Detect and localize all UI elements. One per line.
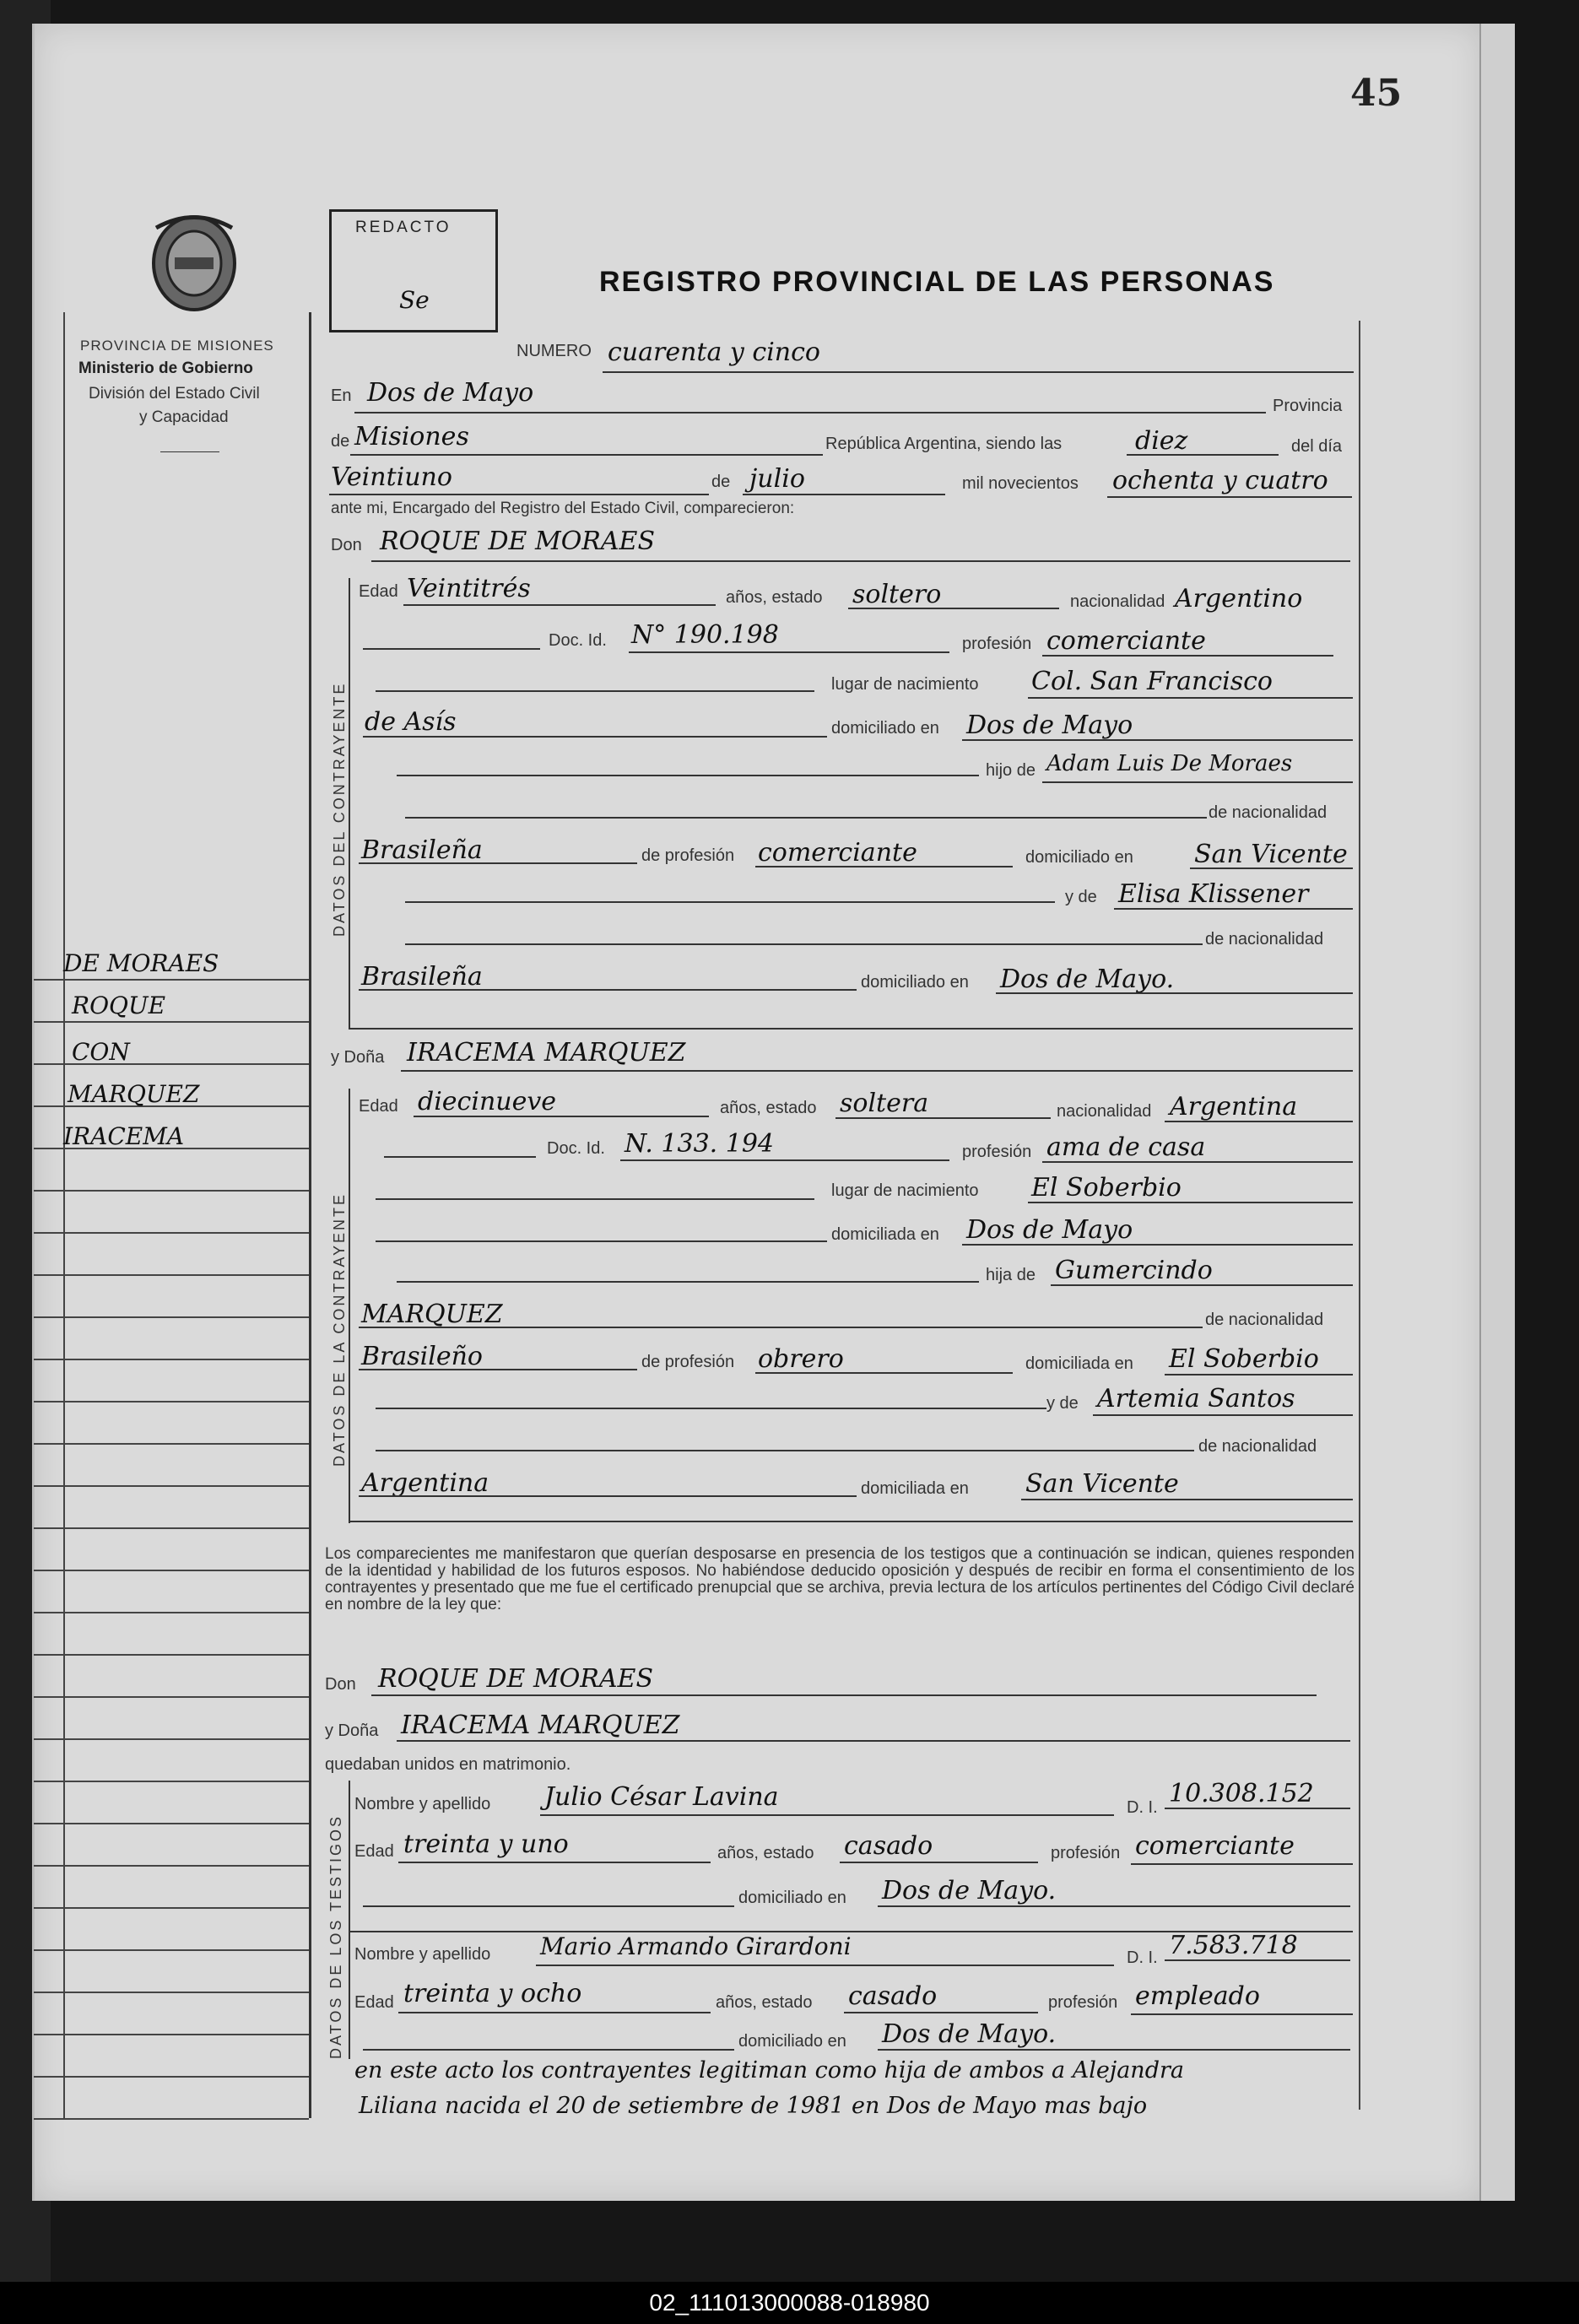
margin-note-3: CON — [72, 1038, 130, 1066]
t2-profesion-value: empleado — [1135, 1981, 1260, 2011]
margin-ruled-line — [34, 1190, 309, 1192]
t2-nombre-value: Mario Armando Girardoni — [540, 1932, 852, 1960]
t1-edad-label: Edad — [354, 1842, 394, 1861]
t1-domiciliado-label: domiciliado en — [738, 1889, 846, 1907]
f-domiciliada-label: domiciliada en — [831, 1225, 939, 1244]
numero-value: cuarenta y cinco — [608, 338, 820, 367]
margin-ruled-line — [34, 1527, 309, 1529]
f-madre-dom-label: domiciliada en — [861, 1479, 969, 1498]
division-label-1: División del Estado Civil — [89, 385, 260, 403]
padre-nacionalidad-value: Brasileña — [361, 835, 483, 865]
estado-value: soltero — [852, 580, 942, 609]
decl-don-label: Don — [325, 1675, 356, 1694]
de-label: de — [331, 432, 350, 451]
margin-ruled-line — [34, 1359, 309, 1360]
f-padre-dom-value: El Soberbio — [1169, 1344, 1319, 1374]
contrayenta-side-label: DATOS DE LA CONTRAYENTE — [331, 1192, 348, 1467]
de-nacionalidad-label: de nacionalidad — [1209, 803, 1328, 822]
t2-estado-label: años, estado — [716, 1993, 813, 2012]
coat-of-arms-seal — [148, 211, 241, 321]
f-estado-value: soltera — [840, 1089, 929, 1118]
margin-ruled-line — [34, 1992, 309, 1993]
hora-value: diez — [1135, 426, 1188, 456]
f-de-nacionalidad-label: de nacionalidad — [1205, 1311, 1324, 1329]
t1-estado-label: años, estado — [717, 1844, 814, 1862]
margin-ruled-line — [34, 1021, 309, 1023]
f-profesion-value: ama de casa — [1046, 1132, 1206, 1162]
f-lugar-value: El Soberbio — [1031, 1173, 1182, 1203]
t2-domicilio-value: Dos de Mayo. — [882, 2019, 1057, 2049]
f-y-de-label: y de — [1046, 1394, 1079, 1413]
t1-d-value: 10.308.152 — [1169, 1779, 1314, 1808]
lugar-nacimiento-label: lugar de nacimiento — [831, 675, 979, 694]
t2-estado-value: casado — [848, 1981, 938, 2011]
padre-value: Adam Luis De Moraes — [1046, 751, 1293, 776]
margin-ruled-line — [34, 1612, 309, 1613]
f-profesion-label: profesión — [962, 1143, 1032, 1161]
testigos-side-label: DATOS DE LOS TESTIGOS — [327, 1813, 344, 2059]
f-anios-estado-label: años, estado — [720, 1099, 817, 1117]
t1-domicilio-value: Dos de Mayo. — [882, 1876, 1057, 1905]
padre-profesion-value: comerciante — [758, 838, 917, 867]
f-edad-label: Edad — [359, 1097, 398, 1116]
division-label-2: y Capacidad — [139, 408, 229, 426]
anios-estado-label: años, estado — [726, 588, 823, 607]
y-de-label: y de — [1065, 888, 1097, 906]
redacto-box — [329, 209, 498, 332]
en-label: En — [331, 386, 352, 405]
f-madre-value: Artemia Santos — [1097, 1384, 1295, 1413]
margin-ruled-line — [34, 2076, 309, 2078]
don-label: Don — [331, 536, 362, 554]
t1-nombre-label: Nombre y apellido — [354, 1795, 491, 1813]
madre-value: Elisa Klissener — [1118, 879, 1309, 909]
page-number: 45 — [1350, 72, 1403, 115]
provincia-label: Provincia — [1273, 397, 1343, 415]
margin-ruled-line — [34, 1823, 309, 1824]
t2-domiciliado-label: domiciliado en — [738, 2032, 846, 2051]
dona-label: y Doña — [331, 1048, 385, 1067]
f-edad-value: diecinueve — [418, 1087, 557, 1116]
f-domicilio-value: Dos de Mayo — [966, 1215, 1133, 1245]
margin-note-1: DE MORAES — [63, 949, 219, 977]
margin-ruled-line — [34, 1781, 309, 1782]
margin-ruled-line — [34, 1274, 309, 1276]
madre-domicilio-value: Dos de Mayo. — [1000, 965, 1175, 994]
margin-rule-left — [63, 312, 65, 2118]
margin-note-5: IRACEMA — [63, 1122, 185, 1150]
provincia-value: Misiones — [354, 422, 469, 451]
margin-ruled-line — [34, 979, 309, 981]
madre-nacionalidad-value: Brasileña — [361, 962, 483, 992]
lugar-nacimiento-value: Col. San Francisco — [1031, 667, 1273, 696]
de-mes-label: de — [711, 473, 731, 491]
margin-ruled-line — [34, 2034, 309, 2035]
t1-d-label: D. I. — [1127, 1798, 1158, 1817]
republica-label: República Argentina, siendo las — [825, 435, 1063, 453]
f-lugar-label: lugar de nacimiento — [831, 1181, 979, 1200]
hija-label: hija de — [986, 1266, 1036, 1284]
margin-ruled-line — [34, 1865, 309, 1867]
f-padre-nac-value: Brasileño — [361, 1342, 483, 1371]
doc-label: Doc. Id. — [549, 631, 607, 650]
contrayente-name: ROQUE DE MORAES — [380, 527, 656, 556]
t1-nombre-value: Julio César Lavina — [544, 1782, 779, 1812]
profesion-value: comerciante — [1046, 626, 1206, 656]
padre-domicilio-value: San Vicente — [1194, 840, 1348, 869]
margin-ruled-line — [34, 1949, 309, 1951]
edad-label: Edad — [359, 582, 398, 601]
t1-profesion-value: comerciante — [1135, 1831, 1295, 1861]
lugar-nacimiento-value-2: de Asís — [365, 707, 457, 737]
margin-note-4: MARQUEZ — [68, 1080, 200, 1108]
madre-nacionalidad-label: de nacionalidad — [1205, 930, 1324, 949]
margin-ruled-line — [34, 1401, 309, 1403]
t2-edad-value: treinta y ocho — [403, 1979, 582, 2008]
f-madre-dom-value: San Vicente — [1025, 1469, 1179, 1499]
mil-label: mil novecientos — [962, 474, 1079, 493]
hijo-label: hijo de — [986, 761, 1036, 780]
t2-d-value: 7.583.718 — [1169, 1931, 1298, 1960]
margin-rule — [309, 312, 311, 2118]
scan-footer-id: 02_111013000088-018980 — [0, 2282, 1579, 2324]
margin-ruled-line — [34, 1907, 309, 1909]
register-title: REGISTRO PROVINCIAL DE LAS PERSONAS — [599, 266, 1275, 298]
t1-estado-value: casado — [844, 1831, 933, 1861]
decl-closing: quedaban unidos en matrimonio. — [325, 1755, 571, 1774]
f-nacionalidad-label: nacionalidad — [1057, 1102, 1152, 1121]
mes-value: julio — [749, 464, 805, 494]
numero-label: NUMERO — [516, 342, 592, 360]
t2-nombre-label: Nombre y apellido — [354, 1945, 491, 1964]
margin-ruled-line — [34, 1485, 309, 1487]
right-rule — [1359, 321, 1360, 2110]
de-profesion-label: de profesión — [641, 846, 735, 865]
book-spine — [1479, 24, 1515, 2201]
nacionalidad-value: Argentino — [1175, 584, 1303, 613]
f-doc-label: Doc. Id. — [547, 1139, 605, 1158]
lugar-value: Dos de Mayo — [367, 378, 534, 408]
t2-profesion-label: profesión — [1048, 1993, 1118, 2012]
doc-value: N° 190.198 — [631, 620, 779, 650]
padre-domiciliado-label: domiciliado en — [1025, 848, 1133, 867]
province-label: PROVINCIA DE MISIONES — [80, 338, 274, 354]
domiciliado-label: domiciliado en — [831, 719, 939, 738]
f-padre-value-2: MARQUEZ — [361, 1300, 503, 1329]
f-padre-prof-value: obrero — [758, 1344, 844, 1374]
margin-ruled-line — [34, 2118, 309, 2120]
redacto-label: REDACTO — [355, 219, 452, 236]
t2-edad-label: Edad — [354, 1993, 394, 2012]
contrayenta-name: IRACEMA MARQUEZ — [407, 1038, 686, 1067]
nacionalidad-label: nacionalidad — [1070, 592, 1165, 611]
madre-domiciliado-label: domiciliado en — [861, 973, 969, 992]
decl-dona-value: IRACEMA MARQUEZ — [401, 1711, 680, 1740]
note-line-2: Liliana nacida el 20 de setiembre de 1981 en Dos de Mayo mas bajo — [359, 2093, 1148, 2119]
margin-ruled-line — [34, 1443, 309, 1445]
domicilio-value: Dos de Mayo — [966, 711, 1133, 740]
ante-mi-text: ante mi, Encargado del Registro del Estado Civil, comparecieron: — [331, 500, 795, 517]
t1-edad-value: treinta y uno — [403, 1829, 569, 1859]
contrayente-side-label: DATOS DEL CONTRAYENTE — [331, 681, 348, 937]
margin-ruled-line — [34, 1654, 309, 1656]
f-padre-value: Gumercindo — [1055, 1256, 1213, 1285]
profesion-label: profesión — [962, 635, 1032, 653]
f-de-profesion-label: de profesión — [641, 1353, 735, 1371]
margin-note-2: ROQUE — [72, 992, 166, 1019]
margin-ruled-line — [34, 1696, 309, 1698]
t1-profesion-label: profesión — [1051, 1844, 1121, 1862]
f-madre-nac-value: Argentina — [361, 1468, 489, 1498]
margin-ruled-line — [34, 1570, 309, 1571]
f-doc-value: N. 133. 194 — [625, 1129, 774, 1159]
redacto-initials: Se — [399, 286, 430, 314]
anio-value: ochenta y cuatro — [1112, 466, 1328, 495]
ministry-label: Ministerio de Gobierno — [78, 359, 253, 377]
decl-dona-label: y Doña — [325, 1721, 379, 1740]
t2-d-label: D. I. — [1127, 1948, 1158, 1967]
f-nacionalidad-value: Argentina — [1170, 1092, 1298, 1121]
edad-value: Veintitrés — [407, 574, 531, 603]
f-madre-nac-label: de nacionalidad — [1198, 1437, 1317, 1456]
margin-ruled-line — [34, 1232, 309, 1234]
dia-value: Veintiuno — [331, 462, 452, 492]
del-dia-label: del día — [1291, 437, 1343, 456]
f-padre-dom-label: domiciliada en — [1025, 1354, 1133, 1373]
decl-don-value: ROQUE DE MORAES — [378, 1664, 654, 1694]
margin-ruled-line — [34, 1316, 309, 1318]
declaration-text: Los comparecientes me manifestaron que querían desposarse en presencia de los testigos que a continuación se indican, quienes responden de la identidad y habilidad de los futuros esposos. No habiéndose deducido oposición y después de recibir en forma el consentimiento de los contrayentes y presentado que me fue el certificado prenupcial que se archiva, previa lectura de los artículos pertinentes del Código Civil declaré en nombre de la ley que: — [325, 1545, 1355, 1613]
margin-ruled-line — [34, 1738, 309, 1740]
note-line-1: en este acto los contrayentes legitiman como hija de ambos a Alejandra — [354, 2057, 1184, 2083]
